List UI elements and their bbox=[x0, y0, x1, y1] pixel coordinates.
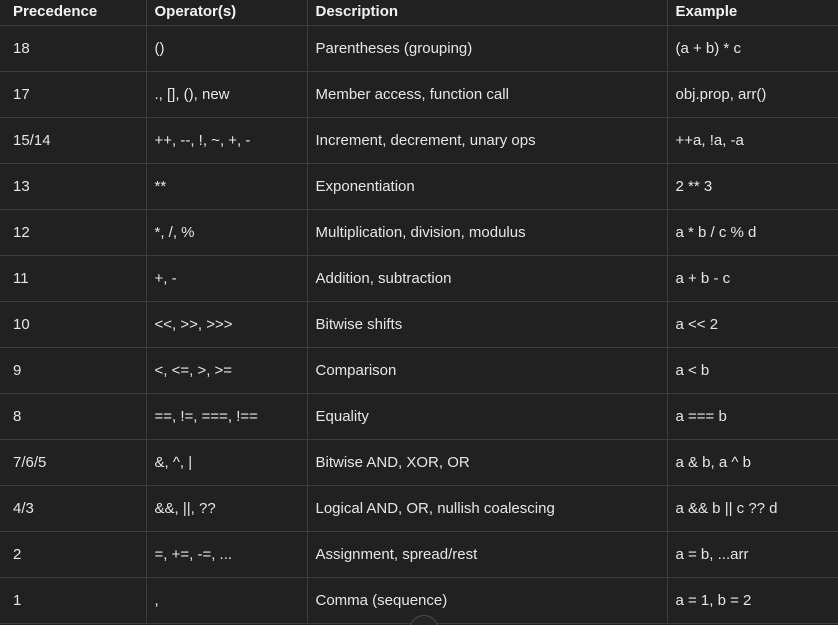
header-example: Example bbox=[667, 0, 838, 26]
cell-precedence: 15/14 bbox=[0, 118, 146, 164]
cell-operators: =, +=, -=, ... bbox=[146, 532, 307, 578]
cell-operators: ==, !=, ===, !== bbox=[146, 394, 307, 440]
cell-operators: &&, ||, ?? bbox=[146, 486, 307, 532]
cell-example: a === b bbox=[667, 394, 838, 440]
cell-example: a * b / c % d bbox=[667, 210, 838, 256]
cell-operators: () bbox=[146, 26, 307, 72]
table-row bbox=[0, 210, 838, 256]
header-precedence: Precedence bbox=[0, 0, 146, 26]
cell-precedence: 1 bbox=[0, 578, 146, 624]
table-header-row bbox=[0, 0, 838, 26]
table-row bbox=[0, 394, 838, 440]
cell-description: Bitwise AND, XOR, OR bbox=[307, 440, 667, 486]
cell-operators: ** bbox=[146, 164, 307, 210]
table-row bbox=[0, 118, 838, 164]
table-row bbox=[0, 164, 838, 210]
cell-example: a << 2 bbox=[667, 302, 838, 348]
cell-precedence: 18 bbox=[0, 26, 146, 72]
cell-description: Logical AND, OR, nullish coalescing bbox=[307, 486, 667, 532]
cell-operators: &, ^, | bbox=[146, 440, 307, 486]
header-operators: Operator(s) bbox=[146, 0, 307, 26]
header-description: Description bbox=[307, 0, 667, 26]
cell-operators: , bbox=[146, 578, 307, 624]
cell-example: (a + b) * c bbox=[667, 26, 838, 72]
cell-operators: <<, >>, >>> bbox=[146, 302, 307, 348]
cell-description: Member access, function call bbox=[307, 72, 667, 118]
cell-example: a & b, a ^ b bbox=[667, 440, 838, 486]
cell-example: a = 1, b = 2 bbox=[667, 578, 838, 624]
table-row bbox=[0, 72, 838, 118]
cell-precedence: 8 bbox=[0, 394, 146, 440]
cell-precedence: 11 bbox=[0, 256, 146, 302]
cell-description: Equality bbox=[307, 394, 667, 440]
cell-precedence: 2 bbox=[0, 532, 146, 578]
cell-description: Exponentiation bbox=[307, 164, 667, 210]
cell-precedence: 13 bbox=[0, 164, 146, 210]
cell-description: Comparison bbox=[307, 348, 667, 394]
cell-precedence: 4/3 bbox=[0, 486, 146, 532]
cell-example: ++a, !a, -a bbox=[667, 118, 838, 164]
cell-precedence: 17 bbox=[0, 72, 146, 118]
cell-precedence: 10 bbox=[0, 302, 146, 348]
table-row bbox=[0, 348, 838, 394]
cell-precedence: 7/6/5 bbox=[0, 440, 146, 486]
cell-description: Multiplication, division, modulus bbox=[307, 210, 667, 256]
cell-precedence: 9 bbox=[0, 348, 146, 394]
cell-example: 2 ** 3 bbox=[667, 164, 838, 210]
cell-description: Comma (sequence) bbox=[307, 578, 667, 624]
cell-example: a + b - c bbox=[667, 256, 838, 302]
cell-operators: ++, --, !, ~, +, - bbox=[146, 118, 307, 164]
cell-example: a < b bbox=[667, 348, 838, 394]
cell-example: obj.prop, arr() bbox=[667, 72, 838, 118]
table-row bbox=[0, 302, 838, 348]
cell-description: Parentheses (grouping) bbox=[307, 26, 667, 72]
table-row bbox=[0, 440, 838, 486]
cell-operators: ., [], (), new bbox=[146, 72, 307, 118]
cell-description: Increment, decrement, unary ops bbox=[307, 118, 667, 164]
cell-description: Bitwise shifts bbox=[307, 302, 667, 348]
cell-example: a && b || c ?? d bbox=[667, 486, 838, 532]
cell-description: Addition, subtraction bbox=[307, 256, 667, 302]
cell-operators: <, <=, >, >= bbox=[146, 348, 307, 394]
table-row bbox=[0, 486, 838, 532]
table-row bbox=[0, 256, 838, 302]
cell-description: Assignment, spread/rest bbox=[307, 532, 667, 578]
cell-example: a = b, ...arr bbox=[667, 532, 838, 578]
cell-operators: *, /, % bbox=[146, 210, 307, 256]
cell-precedence: 12 bbox=[0, 210, 146, 256]
table-row bbox=[0, 26, 838, 72]
table-row bbox=[0, 532, 838, 578]
cell-operators: +, - bbox=[146, 256, 307, 302]
